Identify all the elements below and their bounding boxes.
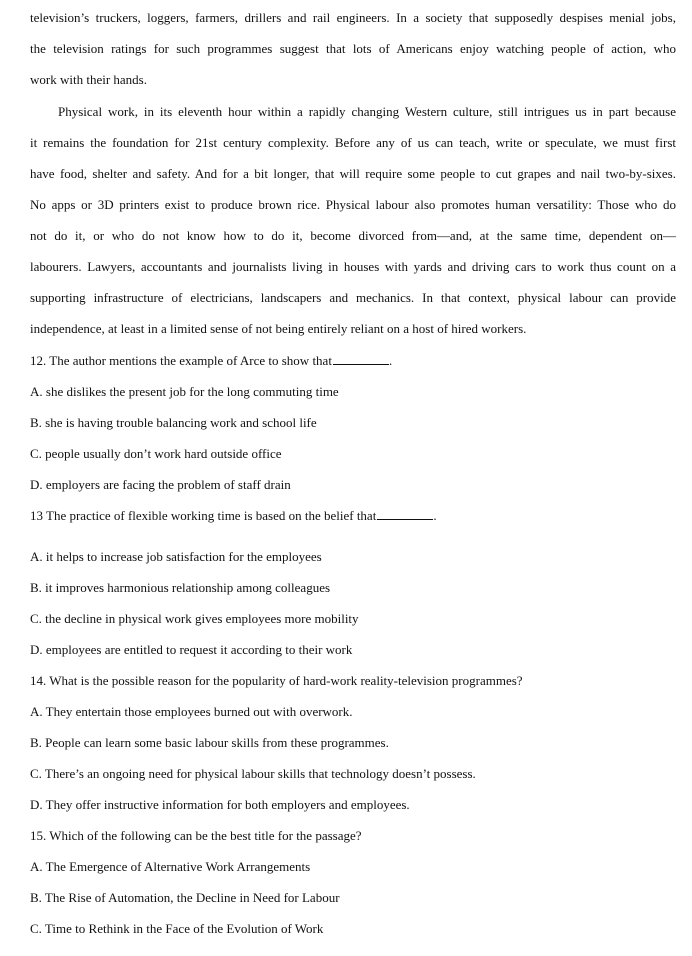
paragraph-2-line: have food, shelter and safety. And for a bit longer, that will require some people to cut grapes and nail two-by-sixes. bbox=[30, 166, 676, 181]
answer-blank bbox=[377, 508, 433, 520]
question-13-option-a: A. it helps to increase job satisfaction for the employees bbox=[30, 549, 322, 564]
paragraph-1-line: the television ratings for such programmes suggest that lots of Americans enjoy watching people of action, who bbox=[30, 41, 676, 56]
paragraph-1-line: television’s truckers, loggers, farmers, drillers and rail engineers. In a society that supposedly despises menial jobs, bbox=[30, 10, 676, 25]
paragraph-2-line: labourers. Lawyers, accountants and journalists living in houses with yards and driving cars to work thus count on a bbox=[30, 259, 676, 274]
question-13-option-d: D. employees are entitled to request it according to their work bbox=[30, 642, 353, 657]
paragraph-2-line: not do it, or who do not know how to do it, become divorced from—and, at the same time, dependent on— bbox=[30, 228, 676, 243]
paragraph-1 bbox=[30, 10, 676, 103]
paragraph-1-line: work with their hands. bbox=[30, 72, 147, 87]
paragraph-2-line: it remains the foundation for 21st century complexity. Before any of us can teach, write or speculate, we must first bbox=[30, 135, 676, 150]
paragraph-2-line: supporting infrastructure of electricians, landscapers and mechanics. In that context, physical labour can provide bbox=[30, 290, 676, 305]
paragraph-2-line: No apps or 3D printers exist to produce brown rice. Physical labour also promotes human versatility: Those who do bbox=[30, 197, 676, 212]
question-15-option-b: B. The Rise of Automation, the Decline in Need for Labour bbox=[30, 890, 340, 905]
question-stem-end: . bbox=[388, 353, 393, 368]
question-13-option-b: B. it improves harmonious relationship among colleagues bbox=[30, 580, 331, 595]
question-15-option-a: A. The Emergence of Alternative Work Arrangements bbox=[30, 859, 311, 874]
question-14-option-c: C. There’s an ongoing need for physical labour skills that technology doesn’t possess. bbox=[30, 766, 476, 781]
paragraph-2 bbox=[30, 104, 676, 352]
question-12-option-d: D. employers are facing the problem of staff drain bbox=[30, 477, 291, 492]
question-14-option-a: A. They entertain those employees burned out with overwork. bbox=[30, 704, 353, 719]
question-14-option-b: B. People can learn some basic labour skills from these programmes. bbox=[30, 735, 389, 750]
question-12-option-b: B. she is having trouble balancing work and school life bbox=[30, 415, 317, 430]
paragraph-2-line: Physical work, in its eleventh hour within a rapidly changing Western culture, still intrigues us in part because bbox=[58, 104, 676, 119]
question-stem-end: . bbox=[433, 508, 437, 523]
question-stem-text: 12. The author mentions the example of Arce to show that bbox=[30, 353, 332, 368]
question-14-stem: 14. What is the possible reason for the popularity of hard-work reality-television programmes? bbox=[30, 673, 523, 688]
question-13-stem bbox=[30, 508, 437, 524]
paragraph-2-line: independence, at least in a limited sense of not being entirely reliant on a host of hired workers. bbox=[30, 321, 527, 336]
question-15-option-c: C. Time to Rethink in the Face of the Evolution of Work bbox=[30, 921, 324, 936]
question-12-option-a: A. she dislikes the present job for the long commuting time bbox=[30, 384, 339, 399]
question-12-option-c: C. people usually don’t work hard outside office bbox=[30, 446, 282, 461]
question-stem-text: 13 The practice of flexible working time is based on the belief that bbox=[30, 508, 377, 523]
question-14-option-d: D. They offer instructive information for both employers and employees. bbox=[30, 797, 410, 812]
question-13-option-c: C. the decline in physical work gives employees more mobility bbox=[30, 611, 359, 626]
answer-blank bbox=[333, 353, 389, 365]
question-12-stem bbox=[30, 353, 392, 369]
question-15-stem: 15. Which of the following can be the best title for the passage? bbox=[30, 828, 362, 843]
